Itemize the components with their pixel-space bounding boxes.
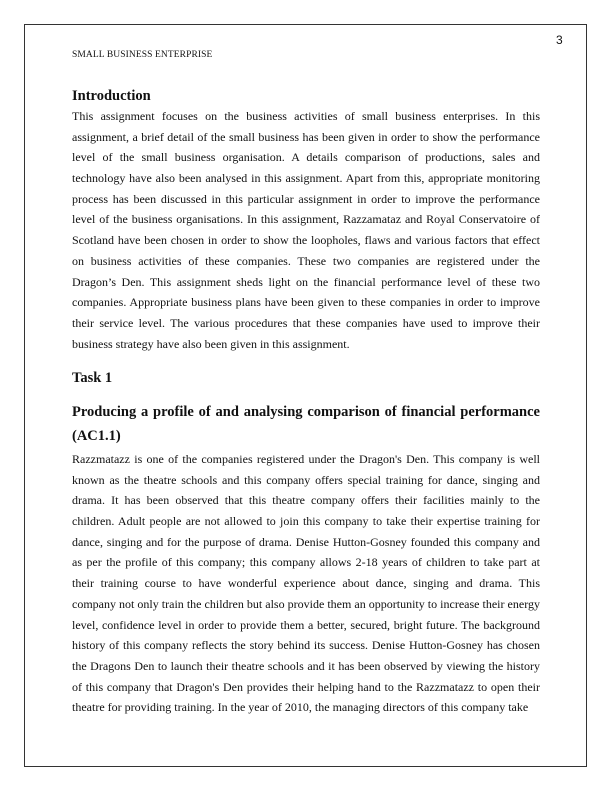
text-line: their training course to have wonderful experience about dance, singing and drama. This	[72, 576, 540, 591]
text-line: children. Adult people are not allowed to join this company to take their expertise training for	[72, 514, 540, 529]
text-line: assignment, a brief detail of the small business has been given in order to show the performance	[72, 129, 540, 144]
text-line: their service level. The various procedures that these companies have used to improve their	[72, 315, 540, 330]
introduction-heading: Introduction	[72, 88, 151, 104]
text-line: level of the small business organisation. A details comparison of productions, sales and	[72, 150, 540, 165]
text-line: Scotland have been chosen in order to show the loopholes, flaws and various factors that effect	[72, 233, 540, 248]
text-line: the Dragons Den to launch their theatre schools and it has been observed by viewing the history	[72, 658, 540, 673]
task1-paragraph	[72, 449, 540, 718]
text-line: Razzmatazz is one of the companies registered under the Dragon's Den. This company is well	[72, 452, 540, 466]
text-line: Dragon’s Den. This assignment sheds light on the financial performance level of these two	[72, 274, 540, 289]
text-line: theatre for providing training. In the year of 2010, the managing directors of this company take	[72, 700, 529, 715]
text-line: level, confidence level in order to provide them a better, secured, bright future. The background	[72, 617, 540, 632]
text-line: history of this company reflects the story behind its success. Denise Hutton-Gosney has chosen	[72, 638, 540, 653]
page-number: 3	[556, 33, 563, 47]
text-line: drama. It has been observed that this theatre company offers their facilities mainly to the	[72, 493, 540, 508]
text-line: as per the profile of this company; this company allows 2-18 years of children to take part at	[72, 555, 540, 570]
subheading-line: Producing a profile of and analysing comparison of financial performance	[72, 404, 540, 420]
text-line: process has been discussed in this particular assignment in order to improve the performance	[72, 191, 540, 206]
text-line: dance, singing and for the purpose of drama. Denise Hutton-Gosney founded this company and	[72, 534, 540, 549]
subheading-line: (AC1.1)	[72, 428, 121, 444]
text-line: known as the theatre schools and this company offers special training for dance, singing and	[72, 472, 540, 487]
introduction-paragraph	[72, 106, 540, 354]
text-line: level of the business organisations. In this assignment, Razzamataz and Royal Conservatoire of	[72, 212, 540, 227]
text-line: of this company that Dragon's Den provides their helping hand to the Razzmatazz to open their	[72, 679, 540, 694]
text-line: technology have also been analysed in this assignment. Apart from this, appropriate monitoring	[72, 171, 540, 186]
text-line: This assignment focuses on the business activities of small business enterprises. In this	[72, 109, 540, 123]
task1-subheading	[72, 400, 540, 448]
task1-heading: Task 1	[72, 370, 113, 386]
text-line: company not only train the children but also provide them an opportunity to increase their energy	[72, 596, 540, 611]
text-line: companies. Appropriate business plans have been given to these companies in order to improve	[72, 295, 540, 310]
text-line: business strategy have also been given in this assignment.	[72, 336, 350, 351]
running-header: SMALL BUSINESS ENTERPRISE	[72, 50, 213, 60]
text-line: on business activities of these companies. These two companies are registered under the	[72, 253, 540, 268]
